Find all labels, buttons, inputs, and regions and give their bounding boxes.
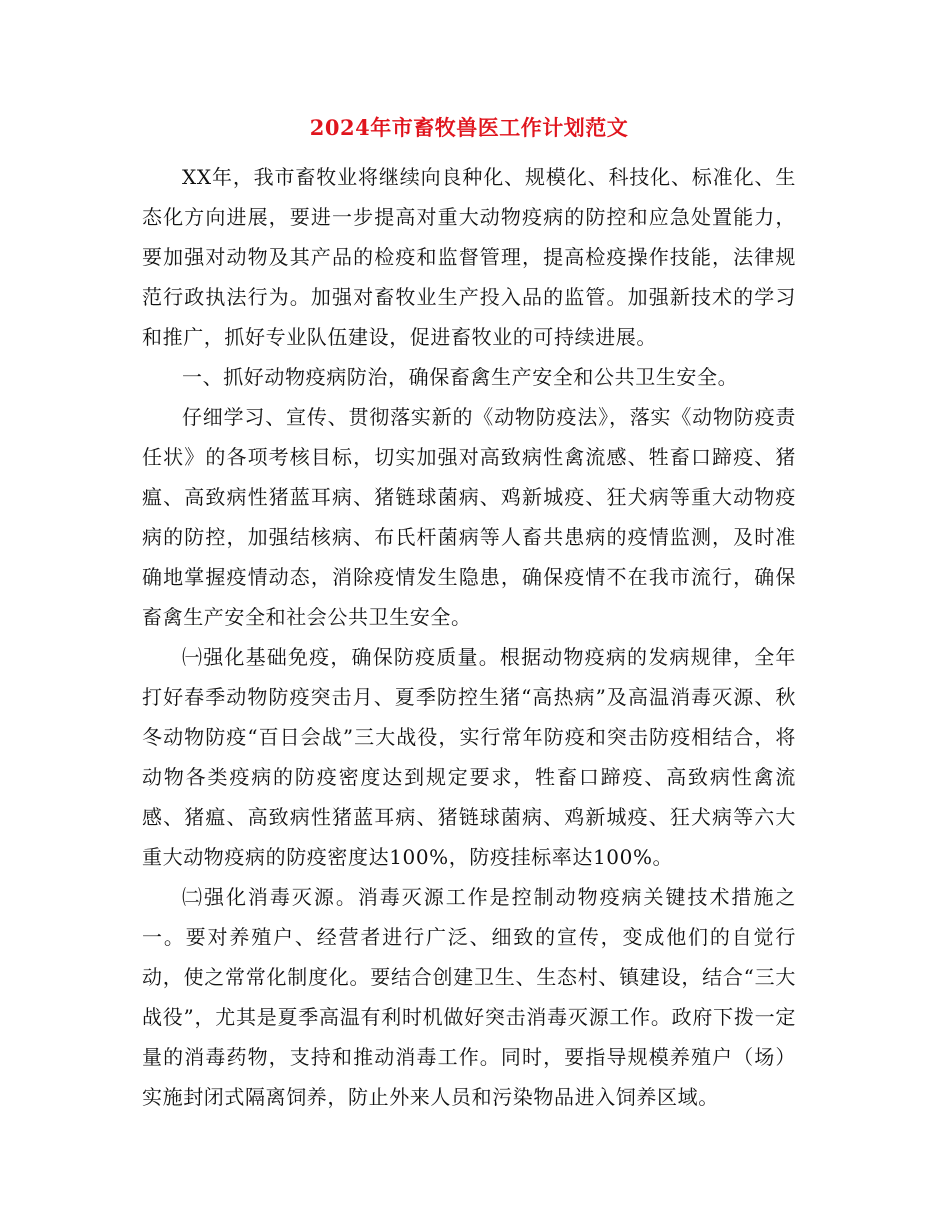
document-body [142,108,796,1117]
document-title: 2024年市畜牧兽医工作计划范文 [309,115,629,140]
section-heading-1: 一、抓好动物疫病防治，确保畜禽生产安全和公共卫生安全。 [182,365,739,389]
paragraph-section-1: 仔细学习、宣传、贯彻落实新的《动物防疫法》，落实《动物防疫责任状》的各项考核目标，切实加强对高致病性禽流感、牲畜口蹄疫、猪瘟、高致病性猪蓝耳病、猪链球菌病、鸡新城疫、狂犬病等重大动物疫病的防控，加强结核病、布氏杆菌病等人畜共患病的疫情监测，及时准确地掌握疫情动态，消除疫情发生隐患，确保疫情不在我市流行，确保畜禽生产安全和社会公共卫生安全。 [142,405,796,629]
paragraph-subsection-2: ㈡强化消毒灭源。消毒灭源工作是控制动物疫病关键技术措施之一。要对养殖户、经营者进行广泛、细致的宣传，变成他们的自觉行动，使之常常化制度化。要结合创建卫生、生态村、镇建设，结合“三大战役”，尤其是夏季高温有利时机做好突击消毒灭源工作。政府下拨一定量的消毒药物，支持和推动消毒工作。同时，要指导规模养殖户（场）实施封闭式隔离饲养，防止外来人员和污染物品进入饲养区域。 [142,885,796,1109]
paragraph-intro: XX年，我市畜牧业将继续向良种化、规模化、科技化、标准化、生态化方向进展，要进一步提高对重大动物疫病的防控和应急处置能力，要加强对动物及其产品的检疫和监督管理，提高检疫操作技能，法律规范行政执法行为。加强对畜牧业生产投入品的监管。加强新技术的学习和推广，抓好专业队伍建设，促进畜牧业的可持续进展。 [142,165,796,349]
paragraph-subsection-1: ㈠强化基础免疫，确保防疫质量。根据动物疫病的发病规律，全年打好春季动物防疫突击月、夏季防控生猪“高热病”及高温消毒灭源、秋冬动物防疫“百日会战”三大战役，实行常年防疫和突击防疫相结合，将动物各类疫病的防疫密度达到规定要求，牲畜口蹄疫、高致病性禽流感、猪瘟、高致病性猪蓝耳病、猪链球菌病、鸡新城疫、狂犬病等六大重大动物疫病的防疫密度达100%，防疫挂标率达100%。 [142,645,796,869]
